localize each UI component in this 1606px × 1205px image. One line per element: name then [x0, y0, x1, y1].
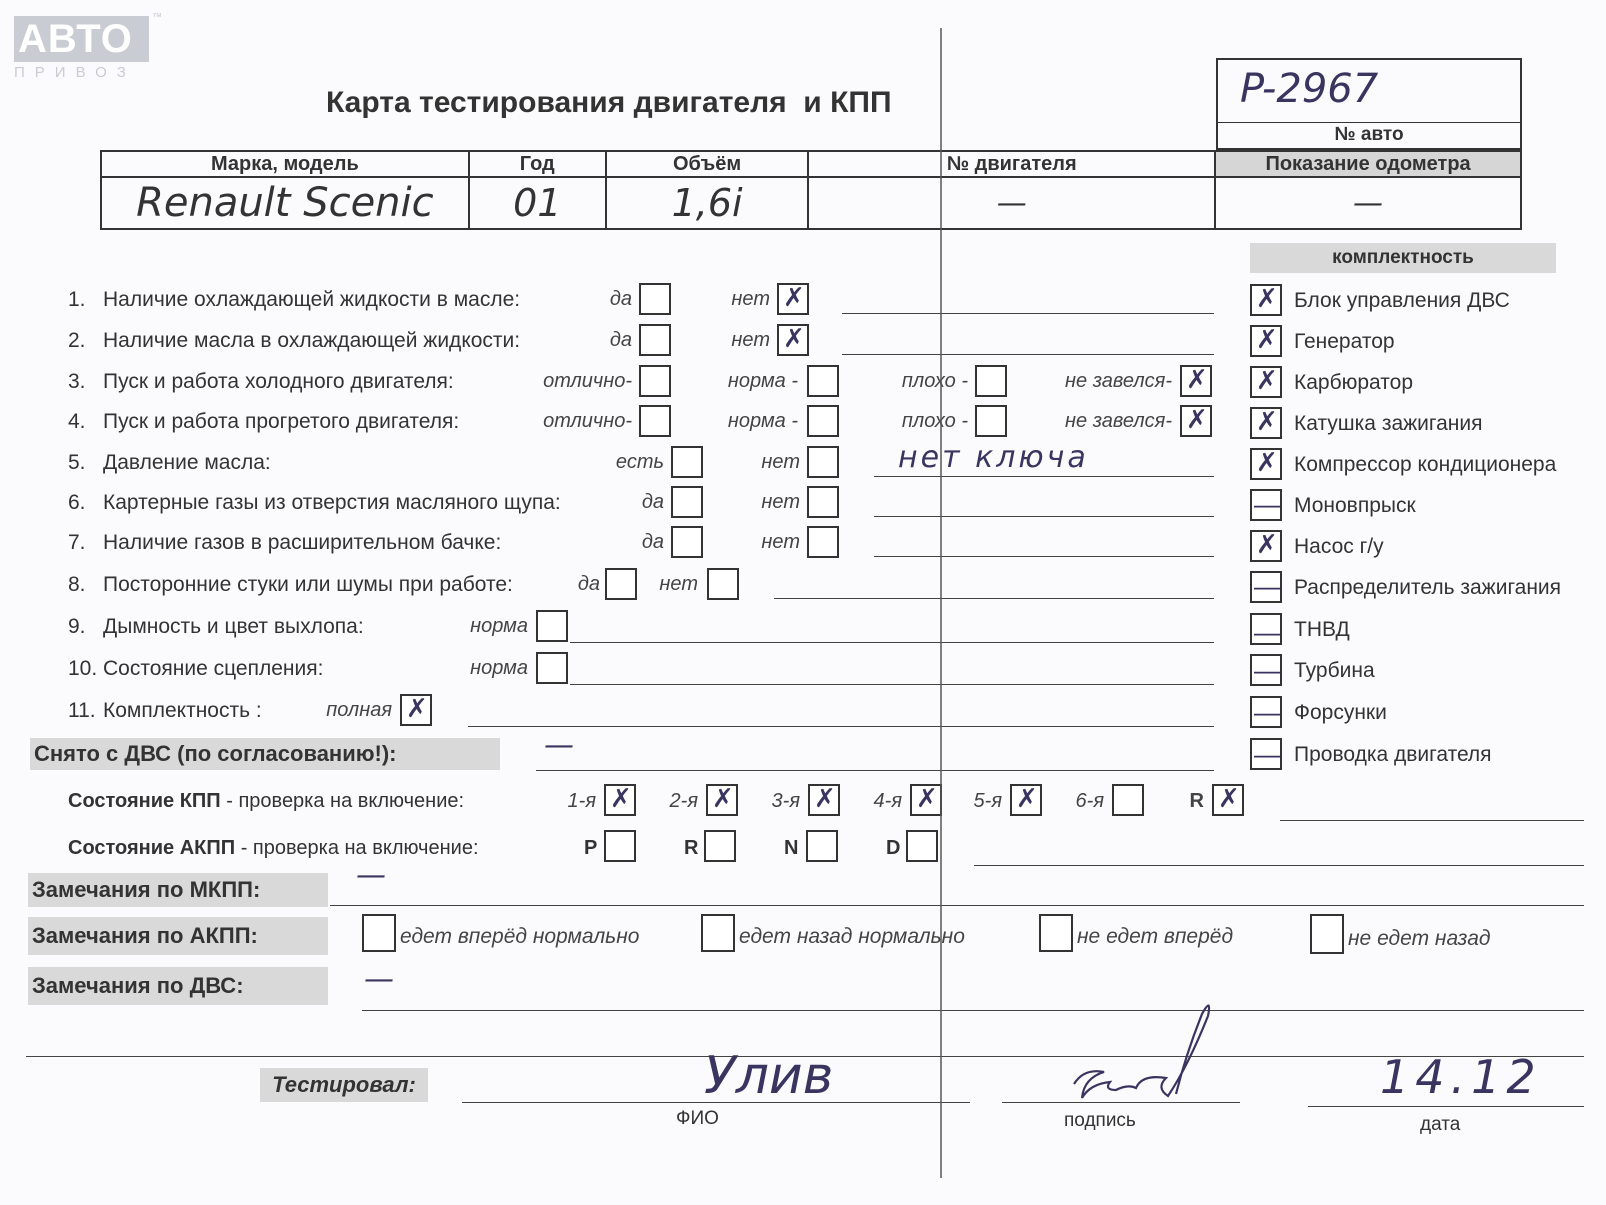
kpp-gear-6-checkbox[interactable]: [1112, 784, 1144, 816]
question-4-not-started-label: не завелся-: [1065, 410, 1172, 432]
kpp-gear-2-label: 2-я: [669, 790, 698, 812]
komplekt-mark-turbine: —: [1254, 655, 1280, 685]
komplekt-mark-distributor: —: [1254, 571, 1280, 601]
question-4-excellent-label: отлично-: [543, 410, 632, 432]
question-7-no-label: нет: [761, 531, 800, 553]
question-2-yes-label: да: [609, 329, 632, 351]
question-1-line: [842, 313, 1214, 314]
removed-label: Снято с ДВС (по согласованию!):: [30, 738, 500, 770]
question-3-bad-checkbox[interactable]: [975, 365, 1007, 397]
question-3-text: Пуск и работа холодного двигателя:: [103, 370, 454, 393]
vehicle-number-value: P-2967: [1240, 66, 1379, 112]
question-5-no-label: нет: [761, 451, 800, 473]
column-header-make-model: Марка, модель: [101, 151, 469, 177]
question-5-number: 5.: [68, 451, 86, 474]
question-9-number: 9.: [68, 615, 86, 638]
date-line: [1308, 1106, 1584, 1107]
question-1-yes-checkbox[interactable]: [639, 283, 671, 315]
akpp-option-backward-ok-checkbox[interactable]: [701, 914, 735, 952]
akpp-gear-n-checkbox[interactable]: [806, 830, 838, 862]
question-5-no-checkbox[interactable]: [807, 446, 839, 478]
akpp-option-forward-ok-checkbox[interactable]: [362, 914, 396, 952]
question-4-number: 4.: [68, 410, 86, 433]
remarks-dvs-line: [362, 1010, 1584, 1011]
komplekt-label-ps-pump: Насос г/у: [1294, 535, 1384, 558]
question-4-normal-checkbox[interactable]: [807, 405, 839, 437]
kpp-gear-4-label: 4-я: [873, 790, 902, 812]
question-3-excellent-label: отлично-: [543, 370, 632, 392]
tested-by-label: Тестировал:: [260, 1068, 428, 1102]
volume-value: 1,6i: [606, 177, 809, 229]
remarks-mkpp-label: Замечания по МКПП:: [28, 873, 328, 907]
question-10-number: 10.: [68, 657, 98, 680]
column-header-odometer: Показание одометра: [1215, 151, 1521, 177]
make-model-value: Renault Scenic: [101, 177, 469, 229]
komplekt-label-turbine: Турбина: [1294, 659, 1375, 682]
question-9-normal-checkbox[interactable]: [536, 610, 568, 642]
question-10-normal-label: норма: [470, 657, 528, 679]
komplekt-mark-tnvd: —: [1254, 617, 1280, 647]
question-5-yes-checkbox[interactable]: [671, 446, 703, 478]
akpp-option-no-forward-label: не едет вперёд: [1077, 925, 1234, 948]
question-3-normal-checkbox[interactable]: [807, 365, 839, 397]
question-3-bad-label: плохо -: [901, 370, 968, 392]
komplekt-mark-carburetor: ✗: [1256, 366, 1278, 396]
vehicle-number-box: [1216, 58, 1522, 150]
question-6-no-checkbox[interactable]: [807, 486, 839, 518]
komplekt-label-ignition-coil: Катушка зажигания: [1294, 412, 1483, 435]
question-9-text: Дымность и цвет выхлопа:: [103, 615, 364, 638]
komplekt-mark-ecu: ✗: [1256, 284, 1278, 314]
removed-value: —: [544, 728, 574, 763]
question-2-number: 2.: [68, 329, 86, 352]
logo: [14, 12, 162, 84]
question-4-normal-label: норма -: [727, 410, 798, 432]
question-10-line: [570, 684, 1214, 685]
kpp-gear-5-label: 5-я: [973, 790, 1002, 812]
table-header-row: [101, 151, 1521, 177]
question-3-not-started-mark: ✗: [1186, 365, 1208, 395]
komplekt-header: комплектность: [1250, 243, 1556, 273]
question-6-no-label: нет: [761, 491, 800, 513]
kpp-gear-4-mark: ✗: [916, 784, 938, 814]
logo-text: АВТО: [14, 16, 149, 62]
akpp-gear-r-label: R: [684, 837, 699, 859]
question-7-text: Наличие газов в расширительном бачке:: [103, 531, 502, 554]
fio-value: Улив: [704, 1046, 834, 1106]
question-5-note: нет ключа: [898, 440, 1089, 475]
question-9-normal-label: норма: [470, 615, 528, 637]
question-1-text: Наличие охлаждающей жидкости в масле:: [103, 288, 521, 311]
akpp-gear-p-label: P: [584, 837, 598, 859]
fio-line: [462, 1102, 970, 1103]
akpp-gear-r-checkbox[interactable]: [704, 830, 736, 862]
question-8-yes-checkbox[interactable]: [605, 568, 637, 600]
column-header-engine-no: № двигателя: [808, 151, 1215, 177]
kpp-line: [1280, 820, 1584, 821]
question-2-no-label: нет: [731, 329, 770, 351]
akpp-option-no-backward-label: не едет назад: [1348, 927, 1491, 950]
kpp-gear-r-label: R: [1189, 790, 1204, 812]
remarks-akpp-label: Замечания по АКПП:: [28, 917, 328, 955]
question-7-no-checkbox[interactable]: [807, 526, 839, 558]
akpp-label-rest: - проверка на включение:: [235, 837, 479, 859]
komplekt-mark-mono-injection: —: [1254, 489, 1280, 519]
question-7-number: 7.: [68, 531, 86, 554]
signature-drawing: [1060, 1010, 1260, 1120]
vehicle-number-label: № авто: [1334, 124, 1404, 145]
vehicle-info-table: [100, 150, 1522, 230]
kpp-gear-1-mark: ✗: [610, 784, 632, 814]
akpp-option-no-forward-checkbox[interactable]: [1039, 914, 1073, 952]
question-8-line: [774, 598, 1214, 599]
komplekt-label-distributor: Распределитель зажигания: [1294, 576, 1562, 599]
question-5-text: Давление масла:: [103, 451, 271, 474]
question-9-line: [570, 642, 1214, 643]
column-header-year: Год: [469, 151, 606, 177]
question-6-yes-label: да: [641, 491, 664, 513]
komplekt-label-ecu: Блок управления ДВС: [1294, 289, 1510, 312]
question-1-yes-label: да: [609, 288, 632, 310]
komplekt-label-tnvd: ТНВД: [1294, 618, 1350, 641]
engine-no-value: —: [808, 177, 1215, 229]
komplekt-label-generator: Генератор: [1294, 330, 1395, 353]
komplekt-mark-ps-pump: ✗: [1256, 530, 1278, 560]
remarks-dvs-value: —: [364, 962, 394, 997]
date-value: 14.12: [1380, 1050, 1542, 1104]
kpp-label-bold: Состояние КПП: [68, 790, 221, 812]
question-8-number: 8.: [68, 573, 86, 596]
remarks-mkpp-value: —: [356, 858, 386, 893]
komplekt-label-injectors: Форсунки: [1294, 701, 1387, 724]
table-value-row: [101, 177, 1521, 229]
question-1-no-label: нет: [731, 288, 770, 310]
signature-line: [1002, 1102, 1240, 1103]
question-1-no-mark: ✗: [783, 283, 805, 313]
question-11-number: 11.: [68, 699, 96, 722]
question-5-yes-label: есть: [615, 451, 664, 473]
remarks-dvs-label: Замечания по ДВС:: [28, 967, 328, 1005]
akpp-option-backward-ok-label: едет назад нормально: [739, 925, 965, 948]
akpp-gear-n-label: N: [784, 837, 799, 859]
question-4-excellent-checkbox[interactable]: [639, 405, 671, 437]
kpp-label: [68, 790, 464, 813]
question-2-no-mark: ✗: [783, 324, 805, 354]
question-6-number: 6.: [68, 491, 86, 514]
question-3-excellent-checkbox[interactable]: [639, 365, 671, 397]
komplekt-label-carburetor: Карбюратор: [1294, 371, 1414, 394]
kpp-gear-5-mark: ✗: [1016, 784, 1038, 814]
akpp-gear-p-checkbox[interactable]: [604, 830, 636, 862]
komplekt-mark-ignition-coil: ✗: [1256, 407, 1278, 437]
question-4-bad-label: плохо -: [901, 410, 968, 432]
komplekt-label-ac-compressor: Компрессор кондиционера: [1294, 453, 1557, 476]
kpp-gear-r-mark: ✗: [1218, 784, 1240, 814]
date-label: дата: [1420, 1114, 1461, 1135]
akpp-line: [974, 865, 1584, 866]
akpp-label: [68, 837, 479, 860]
question-7-yes-checkbox[interactable]: [671, 526, 703, 558]
question-6-line: [874, 516, 1214, 517]
akpp-option-forward-ok-label: едет вперёд нормально: [400, 925, 640, 948]
odometer-value: —: [1215, 177, 1521, 229]
question-8-yes-label: да: [577, 573, 600, 595]
remarks-mkpp-line: [330, 905, 1584, 906]
question-3-number: 3.: [68, 370, 86, 393]
question-5-line: [874, 476, 1214, 477]
question-2-yes-checkbox[interactable]: [639, 324, 671, 356]
komplekt-label-wiring: Проводка двигателя: [1294, 743, 1492, 766]
fold-line: [940, 28, 942, 1178]
logo-tm: ™: [152, 12, 162, 23]
kpp-gear-6-label: 6-я: [1075, 790, 1104, 812]
logo-subtext: ПРИВОЗ: [14, 64, 136, 81]
question-4-text: Пуск и работа прогретого двигателя:: [103, 410, 460, 433]
question-1-number: 1.: [68, 288, 86, 311]
question-10-normal-checkbox[interactable]: [536, 652, 568, 684]
kpp-gear-1-label: 1-я: [567, 790, 596, 812]
akpp-option-no-backward-checkbox[interactable]: [1310, 914, 1344, 954]
question-11-text: Комплектность :: [103, 699, 262, 722]
komplekt-mark-wiring: —: [1254, 739, 1280, 769]
komplekt-mark-ac-compressor: ✗: [1256, 448, 1278, 478]
question-6-text: Картерные газы из отверстия масляного щупа:: [103, 491, 561, 514]
kpp-label-rest: - проверка на включение:: [220, 790, 465, 812]
akpp-gear-d-checkbox[interactable]: [906, 830, 938, 862]
vehicle-number-divider: [1218, 122, 1520, 123]
question-2-text: Наличие масла в охлаждающей жидкости:: [103, 329, 521, 352]
question-7-yes-label: да: [641, 531, 664, 553]
kpp-gear-3-mark: ✗: [814, 784, 836, 814]
year-value: 01: [469, 177, 606, 229]
question-4-not-started-mark: ✗: [1186, 405, 1208, 435]
question-3-normal-label: норма -: [727, 370, 798, 392]
question-8-text: Посторонние стуки или шумы при работе:: [103, 573, 513, 596]
kpp-gear-3-label: 3-я: [771, 790, 800, 812]
komplekt-mark-injectors: —: [1254, 697, 1280, 727]
fio-label: ФИО: [676, 1108, 719, 1129]
question-11-full-mark: ✗: [406, 694, 428, 724]
removed-line: [536, 770, 1214, 771]
akpp-gear-d-label: D: [886, 837, 901, 859]
komplekt-mark-generator: ✗: [1256, 325, 1278, 355]
question-2-line: [842, 354, 1214, 355]
question-8-no-label: нет: [659, 573, 698, 595]
question-4-bad-checkbox[interactable]: [975, 405, 1007, 437]
signature-label: подпись: [1064, 1110, 1136, 1131]
akpp-label-bold: Состояние АКПП: [68, 837, 236, 859]
page-title: Карта тестирования двигателя и КПП: [326, 86, 892, 119]
question-3-not-started-label: не завелся-: [1065, 370, 1172, 392]
kpp-gear-2-mark: ✗: [712, 784, 734, 814]
question-11-full-label: полная: [326, 699, 392, 721]
komplekt-label-mono-injection: Моновпрыск: [1294, 494, 1416, 517]
column-header-volume: Объём: [606, 151, 809, 177]
question-7-line: [874, 556, 1214, 557]
question-10-text: Состояние сцепления:: [103, 657, 324, 680]
question-8-no-checkbox[interactable]: [707, 568, 739, 600]
question-6-yes-checkbox[interactable]: [671, 486, 703, 518]
question-11-line: [468, 726, 1214, 727]
